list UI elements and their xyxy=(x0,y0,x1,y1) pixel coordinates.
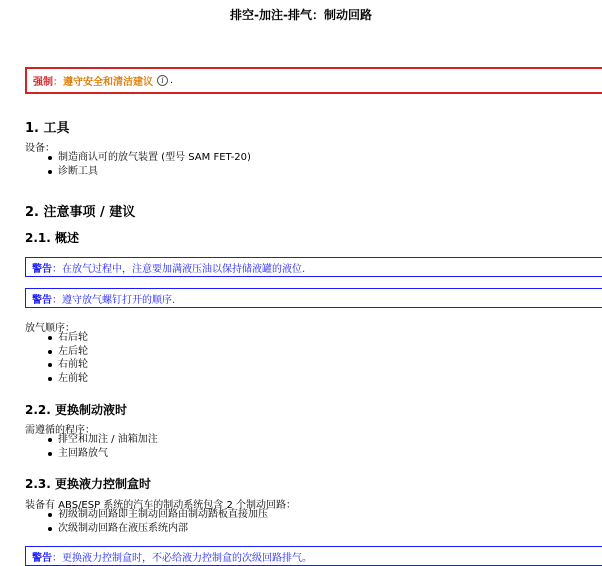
section-2-2-heading: 2.2. 更换制动液时 xyxy=(25,403,127,417)
bleed-order-list xyxy=(58,331,88,385)
list-item: 左前轮 xyxy=(58,372,88,384)
bleed-order-intro: 放气顺序： xyxy=(25,323,75,334)
section-2-heading: 2. 注意事项 / 建议 xyxy=(25,205,136,220)
mandatory-text[interactable]: 遵守安全和清洁建议 xyxy=(63,77,153,88)
list-item: 诊断工具 xyxy=(58,165,251,179)
list-item: 次级制动回路在液压系统内部 xyxy=(58,522,268,536)
warning-keyword: 警告 xyxy=(32,294,52,306)
warning-notice xyxy=(25,257,602,277)
list-item: 右后轮 xyxy=(58,332,88,343)
section-2-3-heading: 2.3. 更换液力控制盒时 xyxy=(25,477,151,491)
list-item: 排空和加注 / 油箱加注 xyxy=(58,434,158,445)
warning-notice xyxy=(25,288,602,308)
list-item: 制造商认可的放气装置 (型号 SAM FET-20) xyxy=(58,152,251,163)
section-1-heading: 1. 工具 xyxy=(25,121,70,136)
section-2-3-intro: 装备有 ABS/ESP 系统的汽车的制动系统包含 2 个制动回路： xyxy=(25,500,297,511)
brake-circuit-list xyxy=(58,508,268,535)
warning-separator: ： xyxy=(52,263,62,275)
info-icon[interactable]: i xyxy=(157,75,168,86)
section-2-1-heading: 2.1. 概述 xyxy=(25,231,79,245)
mandatory-suffix: . xyxy=(170,75,174,86)
mandatory-keyword: 强制 xyxy=(33,77,53,88)
list-item: 左后轮 xyxy=(58,345,88,357)
equipment-list xyxy=(58,151,251,178)
list-item: 右前轮 xyxy=(58,359,88,370)
page-title: 排空-加注-排气：制动回路 xyxy=(230,8,372,22)
warning-text: 更换液力控制盒时，不必给液力控制盒的次级回路排气。 xyxy=(62,553,312,564)
mandatory-notice xyxy=(25,67,602,94)
section-2-2-intro: 需遵循的程序： xyxy=(25,425,95,436)
warning-keyword: 警告 xyxy=(32,263,52,275)
procedure-list xyxy=(58,433,158,460)
warning-text: 遵守放气螺钉打开的顺序. xyxy=(62,294,176,306)
section-1-intro: 设备： xyxy=(25,143,55,154)
list-item: 初级制动回路即主制动回路由制动踏板直接加压 xyxy=(58,509,268,520)
mandatory-separator: ： xyxy=(53,77,63,88)
warning-separator: ： xyxy=(52,294,62,306)
warning-text: 在放气过程中，注意要加满液压油以保持储液罐的液位. xyxy=(62,263,306,275)
list-item: 主回路放气 xyxy=(58,447,158,461)
warning-separator: ： xyxy=(52,553,62,564)
warning-notice xyxy=(25,546,602,566)
warning-keyword: 警告 xyxy=(32,553,52,564)
